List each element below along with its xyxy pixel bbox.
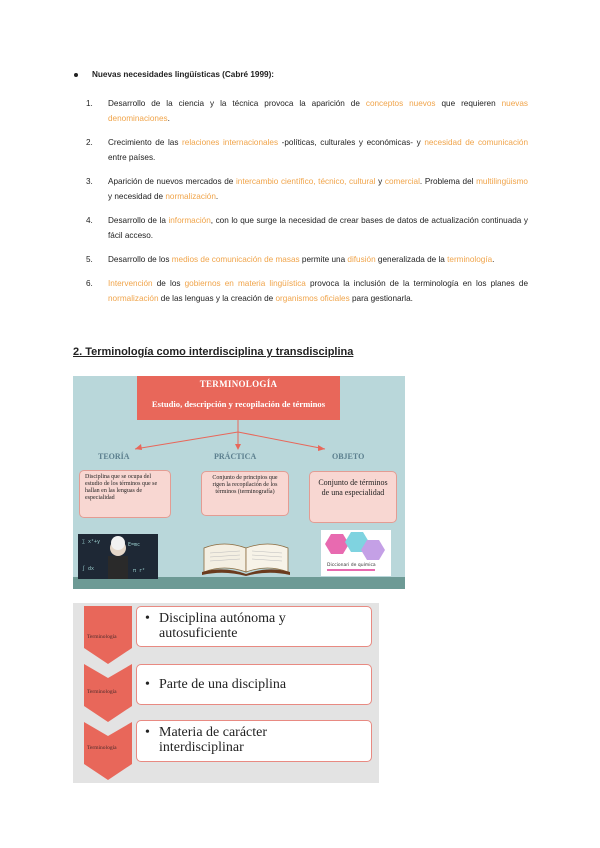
- book-illustration: [200, 538, 292, 576]
- section-title: 2. Terminología como interdisciplina y transdisciplina: [73, 346, 354, 358]
- branch-text-practice: Conjunto de principios que rigen la recopilación de los términos (terminografía): [201, 471, 289, 516]
- list-item-text: y necesidad de: [108, 192, 166, 201]
- bullet-icon: •: [145, 725, 150, 740]
- highlighted-term: gobiernos en materia lingüística: [184, 279, 306, 288]
- list-item-text: permite una: [299, 255, 348, 264]
- highlighted-term: nuevas denominaciones: [108, 99, 529, 123]
- list-item-text: provoca la inclusión de la terminología en los planes de: [305, 279, 528, 288]
- diagram-header: [137, 376, 340, 420]
- list-item-text: entre países.: [108, 153, 156, 162]
- highlighted-term: organismos oficiales: [275, 294, 350, 303]
- list-item-text: de las lenguas y la creación de: [158, 294, 276, 303]
- terminology-diagram: [73, 376, 405, 589]
- list-item-number: 5.: [86, 255, 93, 264]
- diagram-title: TERMINOLOGÍA: [199, 379, 278, 389]
- branch-label-object: OBJETO: [332, 452, 365, 461]
- list-item: [86, 252, 528, 267]
- highlighted-term: información: [168, 216, 211, 225]
- row-box-3: [136, 720, 372, 762]
- scientist-image: [78, 534, 158, 579]
- list-item-text: , con lo que surge la necesidad de crear bases de datos de actualización continuada y fácil acceso.: [108, 216, 528, 240]
- highlighted-term: normalización: [108, 294, 159, 303]
- list-item-number: 1.: [86, 99, 93, 108]
- row-text-1b: autosuficiente: [159, 626, 238, 641]
- dictionary-caption: Diccionari de química: [327, 563, 376, 568]
- branch-label-theory: TEORÍA: [98, 452, 130, 461]
- list-item: [86, 213, 528, 243]
- bullet-heading: [74, 70, 274, 79]
- list-item-number: 6.: [86, 279, 93, 288]
- list-item-text: para gestionarla.: [349, 294, 413, 303]
- row-text-1a: Disciplina autónoma y: [159, 611, 286, 626]
- chevron-arrow-3: [84, 722, 132, 780]
- highlighted-term: conceptos nuevos: [365, 99, 436, 108]
- blackboard-illustration: [78, 534, 158, 579]
- list-item-number: 4.: [86, 216, 93, 225]
- highlighted-term: comercial: [384, 177, 420, 186]
- svg-text:∫ dx: ∫ dx: [82, 566, 95, 572]
- heading-text: Nuevas necesidades lingüísticas (Cabré 1999):: [92, 70, 275, 79]
- row-box-2: [136, 664, 372, 705]
- list-item-text: . Problema del: [419, 177, 477, 186]
- list-item-text: Desarrollo de los: [108, 255, 172, 264]
- chemistry-dictionary-image: [321, 530, 391, 576]
- highlighted-term: intercambio científico, técnico, cultural: [235, 177, 376, 186]
- open-book-image: [200, 538, 292, 576]
- highlighted-term: difusión: [347, 255, 376, 264]
- highlighted-term: multilingüismo: [476, 177, 528, 186]
- list-item-text: de los: [152, 279, 185, 288]
- highlighted-term: terminología: [447, 255, 493, 264]
- chevron-label-2: Terminología: [87, 689, 117, 695]
- list-item: [86, 276, 528, 306]
- highlighted-term: necesidad de comunicación: [424, 138, 529, 147]
- list-item-text: -políticas, culturales y económicas- y: [278, 138, 425, 147]
- list-item-text: .: [492, 255, 495, 264]
- list-item: [86, 135, 528, 165]
- list-item-number: 3.: [86, 177, 93, 186]
- terminology-chevron-list: [73, 603, 379, 783]
- svg-text:π r²: π r²: [133, 568, 146, 574]
- row-box-1: [136, 606, 372, 647]
- list-item-text: que requieren: [435, 99, 502, 108]
- bullet-icon: •: [145, 677, 150, 692]
- list-item: [86, 96, 528, 126]
- row-text-3b: interdisciplinar: [159, 740, 244, 755]
- chevron-label-1: Terminología: [87, 634, 117, 640]
- list-item-text: y: [375, 177, 385, 186]
- row-text-3a: Materia de carácter: [159, 725, 268, 740]
- list-item: [86, 174, 528, 204]
- list-item-text: .: [215, 192, 219, 201]
- list-item-text: .: [167, 114, 170, 123]
- highlighted-term: medios de comunicación de masas: [171, 255, 300, 264]
- bullet-icon: •: [145, 611, 150, 626]
- list-item-text: Aparición de nuevos mercados de: [108, 177, 236, 186]
- highlighted-term: relaciones internacionales: [182, 138, 279, 147]
- highlighted-term: Intervención: [108, 279, 153, 288]
- needs-list: [86, 96, 528, 315]
- bullet-dot-icon: [74, 73, 78, 77]
- chevron-label-3: Terminología: [87, 745, 117, 751]
- list-item-number: 2.: [86, 138, 93, 147]
- diagram-subtitle: Estudio, descripción y recopilación de términos: [151, 399, 326, 409]
- row-text-2: Parte de una disciplina: [159, 677, 287, 692]
- highlighted-term: normalización: [165, 192, 216, 201]
- list-item-text: Desarrollo de la ciencia y la técnica provoca la aparición de: [108, 99, 366, 108]
- branch-text-theory: Disciplina que se ocupa del estudio de los términos que se hallan en las lenguas de especialidad: [79, 470, 171, 518]
- list-item-text: generalizada de la: [375, 255, 448, 264]
- list-item-text: Crecimiento de las: [108, 138, 183, 147]
- list-item-text: Desarrollo de la: [108, 216, 169, 225]
- dictionary-cover-illustration: [321, 530, 391, 576]
- svg-text:E=mc: E=mc: [128, 542, 141, 548]
- branch-text-object: Conjunto de términos de una especialidad: [309, 471, 397, 523]
- branch-label-practice: PRÁCTICA: [214, 452, 257, 461]
- svg-text:∑ x²+y: ∑ x²+y: [82, 539, 101, 545]
